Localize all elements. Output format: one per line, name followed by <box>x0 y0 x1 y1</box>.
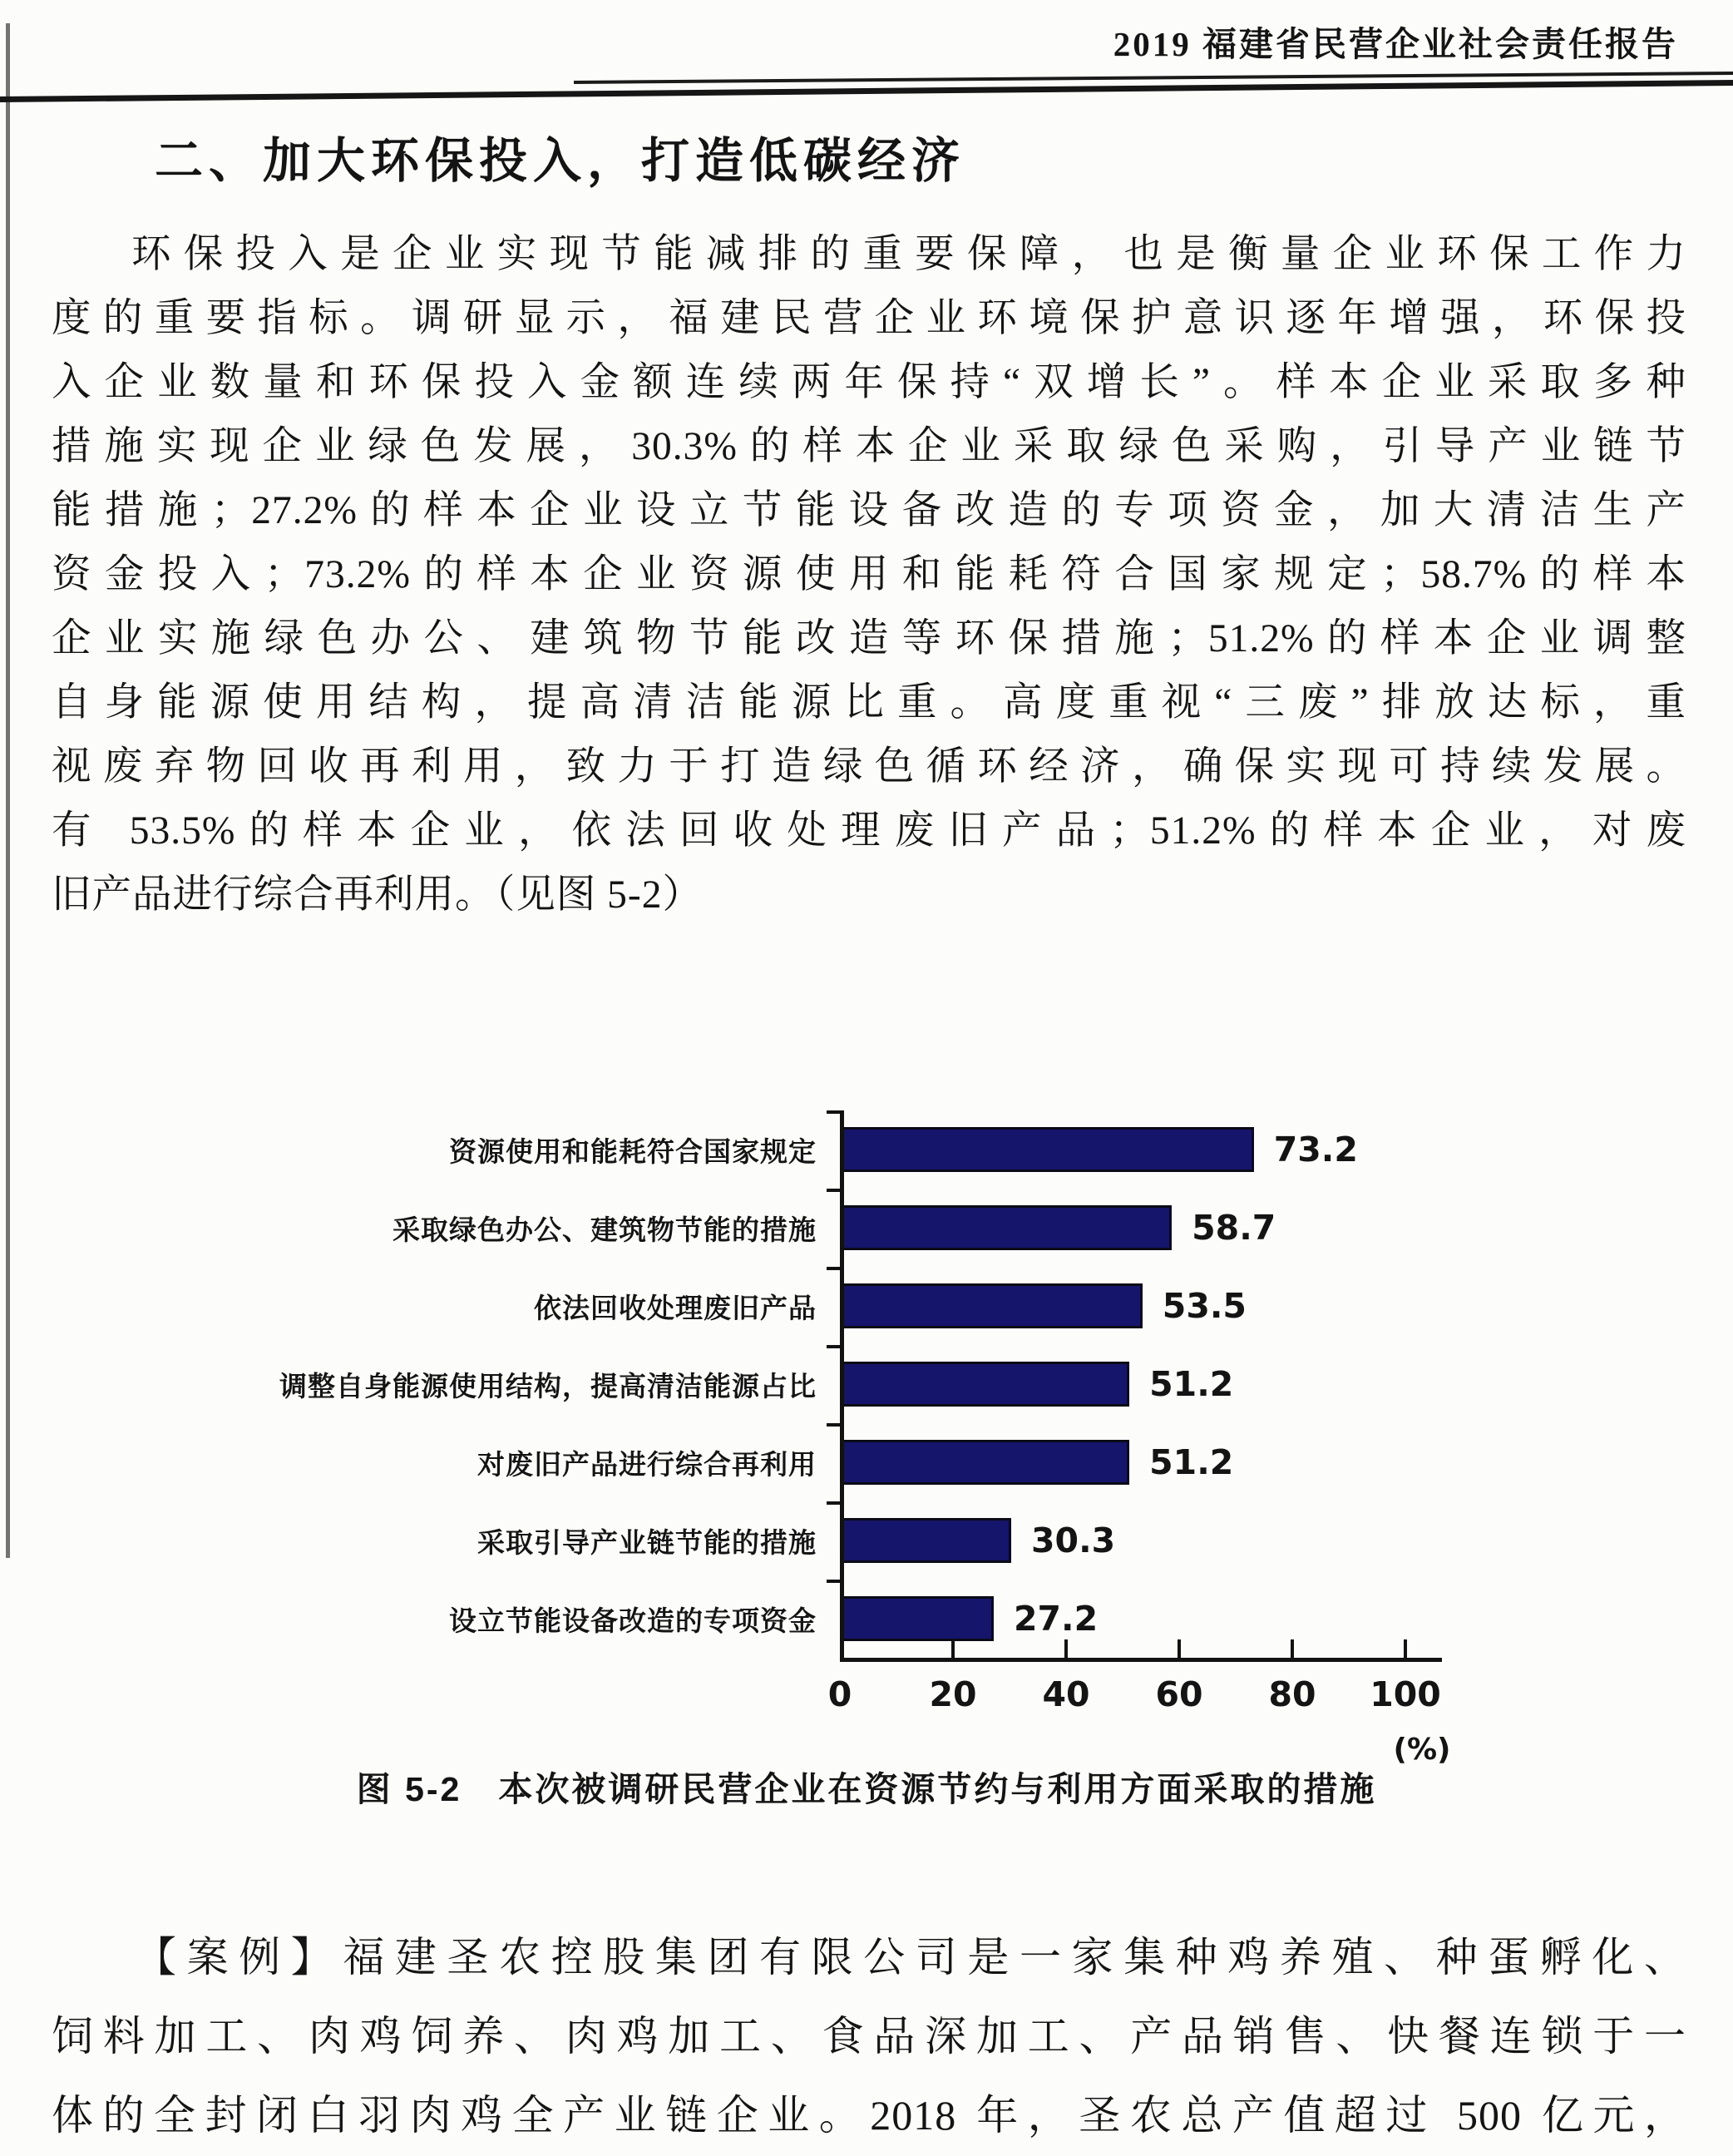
paragraph-line: 度的重要指标。调研显示，福建民营企业环境保护意识逐年增强，环保投 <box>52 297 1686 340</box>
chart-x-tick-label: 40 <box>1042 1674 1090 1714</box>
chart-row <box>249 1423 1464 1501</box>
section-heading: 二、加大环保投入，打造低碳经济 <box>155 134 966 188</box>
chart-value-label: 30.3 <box>1031 1521 1116 1560</box>
chart-x-tick <box>1291 1639 1294 1658</box>
chart-row <box>249 1580 1464 1658</box>
chart-bar <box>840 1596 994 1641</box>
paragraph-line: 自身能源使用结构，提高清洁能源比重。高度重视“三废”排放达标，重 <box>52 681 1686 724</box>
chart-x-tick-label: 20 <box>929 1674 977 1714</box>
chart-x-tick <box>1178 1639 1181 1658</box>
chart-x-axis <box>840 1658 1442 1662</box>
paragraph-line: 企业实施绿色办公、建筑物节能改造等环保措施；51.2%的样本企业调整 <box>52 617 1686 660</box>
chart-category-label: 对废旧产品进行综合再利用 <box>477 1448 817 1480</box>
paragraph-line: 入企业数量和环保投入金额连续两年保持“双增长”。样本企业采取多种 <box>52 361 1686 404</box>
chart-row <box>249 1267 1464 1345</box>
chart-value-label: 58.7 <box>1192 1208 1276 1248</box>
case-paragraph <box>52 1918 1686 2155</box>
chart-row <box>249 1345 1464 1423</box>
chart-x-tick-label: 60 <box>1155 1674 1203 1714</box>
paragraph-line: 资金投入；73.2%的样本企业资源使用和能耗符合国家规定；58.7%的样本 <box>52 553 1686 596</box>
chart-x-tick-label: 0 <box>827 1674 852 1714</box>
chart-bar-area <box>840 1423 1430 1501</box>
chart-bar <box>840 1127 1254 1172</box>
chart-value-label: 73.2 <box>1273 1130 1358 1169</box>
chart-bar-area <box>840 1110 1430 1189</box>
paragraph-line: 视废弃物回收再利用，致力于打造绿色循环经济，确保实现可持续发展。 <box>52 745 1686 789</box>
paragraph-line: 环保投入是企业实现节能减排的重要保障，也是衡量企业环保工作力 <box>131 233 1686 276</box>
chart-x-tick-label: 100 <box>1370 1674 1441 1714</box>
chart-category-label: 设立节能设备改造的专项资金 <box>449 1605 817 1636</box>
body-paragraph <box>52 223 1686 927</box>
chart-value-label: 51.2 <box>1149 1442 1234 1482</box>
chart-category-label: 采取绿色办公、建筑物节能的措施 <box>393 1214 817 1245</box>
figure-5-2-bar-chart <box>249 1110 1464 1776</box>
paragraph-line: 有 53.5%的样本企业，依法回收处理废旧产品；51.2%的样本企业，对废 <box>52 809 1686 853</box>
chart-x-tick <box>1404 1639 1407 1658</box>
figure-caption: 图 5-2 本次被调研民营企业在资源节约与利用方面采取的措施 <box>356 1770 1377 1808</box>
chart-bar-area <box>840 1189 1430 1267</box>
chart-bar-area <box>840 1267 1430 1345</box>
chart-bar <box>840 1362 1129 1407</box>
chart-category-label: 依法回收处理废旧产品 <box>534 1292 817 1323</box>
chart-y-tick <box>827 1345 840 1348</box>
chart-row <box>249 1110 1464 1189</box>
case-paragraph-line: 体的全封闭白羽肉鸡全产业链企业。2018 年，圣农总产值超过 500 亿元， <box>52 2092 1686 2139</box>
chart-bar <box>840 1440 1129 1485</box>
chart-y-tick <box>827 1189 840 1192</box>
chart-y-axis <box>840 1110 844 1661</box>
chart-x-tick-label: 80 <box>1268 1674 1316 1714</box>
chart-row <box>249 1501 1464 1580</box>
chart-row <box>249 1189 1464 1267</box>
chart-category-label: 采取引导产业链节能的措施 <box>477 1526 817 1558</box>
chart-percent-unit-label: (%) <box>1393 1733 1451 1767</box>
chart-x-tick <box>951 1639 955 1658</box>
chart-bar <box>840 1205 1172 1250</box>
chart-y-tick <box>827 1580 840 1583</box>
chart-bar-area <box>840 1580 1430 1658</box>
chart-bar <box>840 1283 1143 1328</box>
chart-y-tick <box>827 1423 840 1427</box>
case-paragraph-line: 【案例】福建圣农控股集团有限公司是一家集种鸡养殖、种蛋孵化、 <box>135 1934 1686 1980</box>
paragraph-line: 能措施；27.2%的样本企业设立节能设备改造的专项资金，加大清洁生产 <box>52 489 1686 532</box>
chart-value-label: 51.2 <box>1149 1364 1234 1404</box>
chart-bar-area <box>840 1345 1430 1423</box>
chart-y-tick <box>827 1110 840 1114</box>
page-header-title: 2019 福建省民营企业社会责任报告 <box>1113 25 1678 63</box>
chart-rows <box>249 1110 1464 1658</box>
chart-y-tick <box>827 1267 840 1270</box>
chart-y-tick <box>827 1501 840 1505</box>
paragraph-line: 措施实现企业绿色发展，30.3%的样本企业采取绿色采购，引导产业链节 <box>52 425 1686 468</box>
chart-value-label: 53.5 <box>1162 1286 1247 1326</box>
scan-edge-artifact <box>6 23 10 1558</box>
chart-bar <box>840 1518 1011 1563</box>
chart-category-label: 资源使用和能耗符合国家规定 <box>449 1135 817 1167</box>
chart-category-label: 调整自身能源使用结构，提高清洁能源占比 <box>279 1370 817 1402</box>
header-rule-thick <box>0 80 1733 102</box>
case-paragraph-line: 饲料加工、肉鸡饲养、肉鸡加工、食品深加工、产品销售、快餐连锁于一 <box>52 2013 1686 2060</box>
chart-x-tick <box>1064 1639 1068 1658</box>
chart-bar-area <box>840 1501 1430 1580</box>
paragraph-line: 旧产品进行综合再利用。（见图 5-2） <box>52 873 703 917</box>
chart-value-label: 27.2 <box>1013 1599 1099 1639</box>
